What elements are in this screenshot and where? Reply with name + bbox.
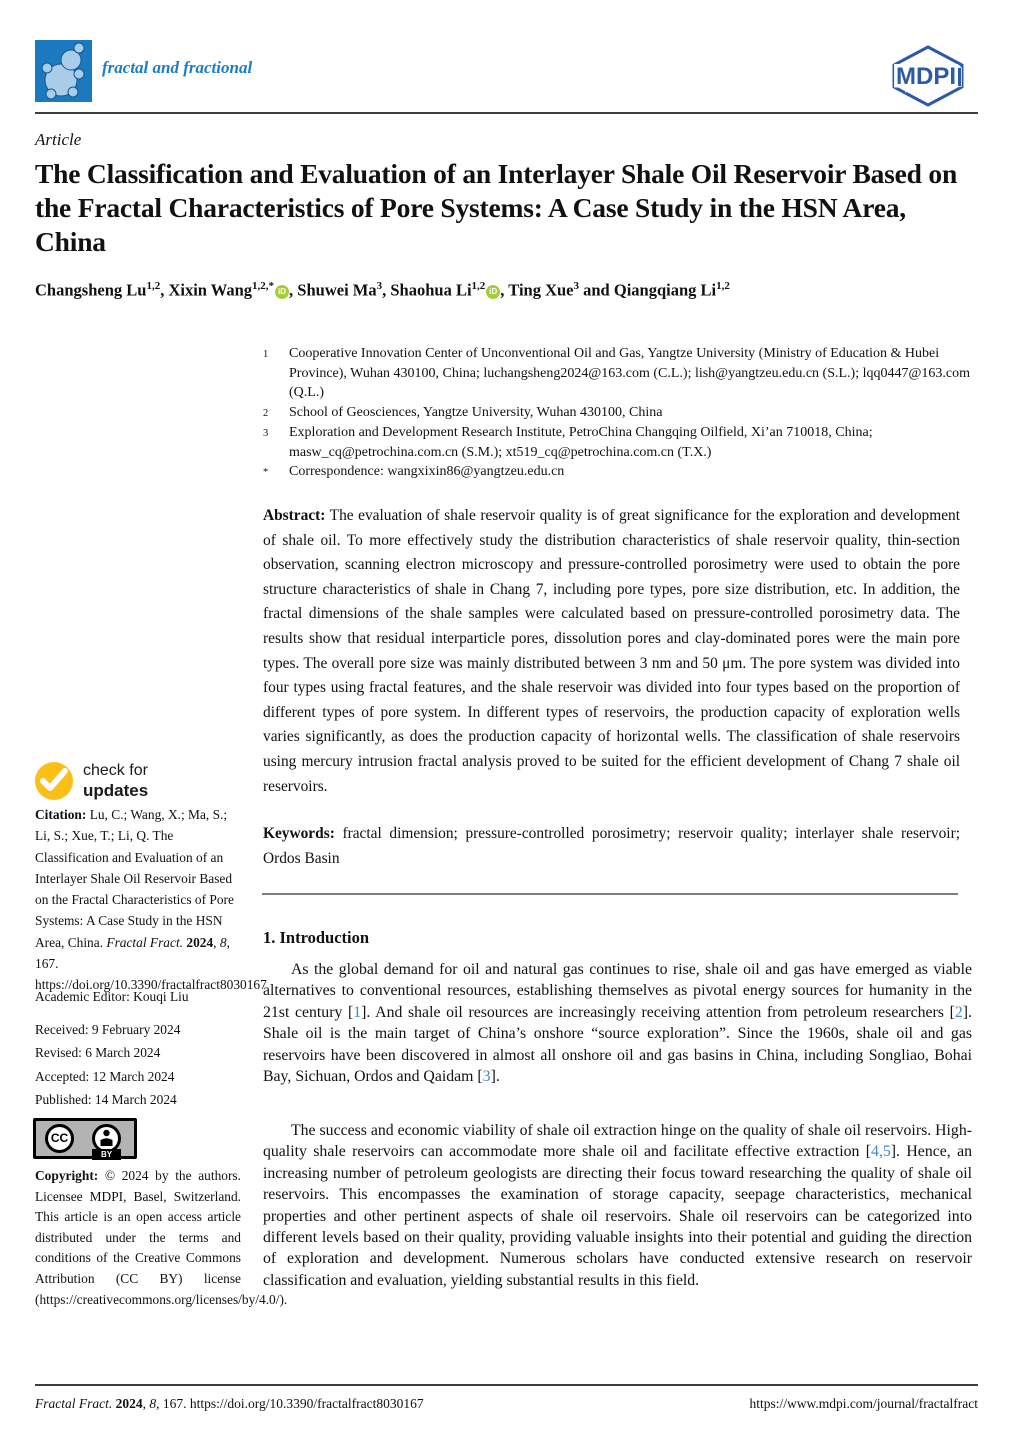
citation-separator: , — [213, 934, 220, 950]
abstract-text: The evaluation of shale reservoir quality is of great significance for the exploration and development of shale oil. To more effectively study the distribution characteristics of shale reservoir quality, thin-section observation, scanning electron microscopy and pressure-controlled porosimetry were used to obtain the pore structure characteristics of shale in Chang 7, including pore types, pore size distribution, etc. In addition, the fractal dimensions of the shale samples were calculated based on pressure-controlled porosimetry data. The results show that residual interparticle pores, dissolution pores and clay-dominated pores were the main pore types. The overall pore size was mainly distributed between 3 nm and 50 μm. The pore system was divided into four types using fractal features, and the shale reservoir was divided into four types based on the proportion of different types of pore system. In different types of reservoirs, the production capacity of exploration wells varies significantly, as does the production capacity of horizontal wells. The classification of shale reservoirs using mercury intrusion fractal analysis proved to be suited for the efficient development of Chang 7 shale oil reservoirs. — [263, 507, 960, 795]
author: Xixin Wang — [168, 280, 253, 300]
cc-by-license-badge[interactable] — [33, 1118, 137, 1159]
copyright-label: Copyright: — [35, 1168, 105, 1183]
paragraph-text: The success and economic viability of shale oil extraction hinge on the quality of shale oil reservoirs. High-quality shale reservoirs can accommodate more shale oil and facilitate effective extraction [ — [263, 1122, 972, 1161]
article-dates — [35, 1018, 241, 1111]
author-affil-sup: 1,2 — [716, 280, 730, 292]
citation-block — [35, 804, 267, 996]
abstract-label: Abstract: — [263, 507, 326, 524]
affiliation-text: Exploration and Development Research Institute, PetroChina Changqing Oilfield, Xi’an 710018, China; masw_cq@petrochina.com.cn (S.M.); xt519_cq@petrochina.com.cn (T.X.) — [289, 425, 873, 460]
check-icon — [35, 762, 73, 800]
keywords-text: fractal dimension; pressure-controlled porosimetry; reservoir quality; interlayer shale reservoir; Ordos Basin — [263, 825, 960, 867]
correspondence-row — [263, 462, 973, 483]
footer-year: 2024 — [115, 1396, 143, 1411]
citation-doi[interactable]: , 167. https://doi.org/10.3390/fractalfract8030167 — [35, 934, 267, 993]
author-affil-sup: 1,2 — [471, 280, 486, 292]
paper-title: The Classification and Evaluation of an Interlayer Shale Oil Reservoir Based on the Fractal Characteristics of Pore Systems: A Case Study in the HSN Area, China — [35, 158, 958, 257]
mdpi-logo[interactable] — [886, 44, 970, 108]
author-separator: , — [289, 280, 298, 300]
author-affil-sup: 3 — [376, 280, 383, 292]
fractal-logo-icon — [35, 40, 92, 102]
citation-ref-3[interactable]: 3 — [482, 1068, 491, 1086]
check-label-line1: check for — [83, 762, 148, 779]
citation-journal: Fractal Fract. — [106, 934, 187, 950]
footer-doi-link[interactable]: , 167. https://doi.org/10.3390/fractalfract8030167 — [156, 1396, 424, 1411]
paragraph-text: As the global demand for oil and natural gas continues to rise, shale oil and gas have emerged as viable alternatives to conventional resources, establishing themselves as pivotal energy sources for humanity in the 21st century [ — [263, 961, 972, 1021]
author: Shuwei Ma — [297, 280, 377, 300]
intro-paragraph-1 — [263, 959, 972, 1087]
author-separator: , — [382, 280, 391, 300]
author-affil-sup: 3 — [573, 280, 579, 292]
academic-editor: Academic Editor: Kouqi Liu — [35, 989, 189, 1004]
footer-citation — [35, 1396, 424, 1412]
affiliation-row — [263, 423, 973, 462]
keywords-label: Keywords: — [263, 825, 335, 842]
mdpi-logo-text: MDPI — [896, 63, 956, 90]
correspondence-text[interactable]: Correspondence: wangxixin86@yangtzeu.edu.cn — [289, 464, 565, 479]
cc-icon: CC — [45, 1124, 74, 1153]
affiliation-marker: 3 — [263, 428, 269, 439]
author-affil-sup: 1,2 — [146, 280, 161, 292]
revised-date: Revised: 6 March 2024 — [35, 1045, 161, 1061]
footer-journal-url[interactable]: https://www.mdpi.com/journal/fractalfract — [749, 1396, 978, 1411]
footer-volume: 8 — [149, 1396, 157, 1411]
author-separator: and — [579, 280, 614, 300]
affiliation-row — [263, 403, 973, 424]
citation-ref-2[interactable]: 2 — [954, 1003, 963, 1021]
journal-name: fractal and fractional — [102, 58, 253, 77]
author: Changsheng Lu — [35, 280, 147, 300]
citation-volume: 8 — [219, 934, 227, 950]
citation-year: 2024 — [186, 934, 214, 950]
authors-line — [35, 280, 965, 301]
intro-heading: 1. Introduction — [263, 928, 370, 947]
author: Ting Xue — [508, 280, 574, 300]
orcid-icon[interactable]: iD — [486, 285, 500, 299]
published-date: Published: 14 March 2024 — [35, 1091, 177, 1107]
author: Shaohua Li — [390, 280, 472, 300]
correspondence-marker: * — [263, 467, 269, 478]
citation-text: Lu, C.; Wang, X.; Ma, S.; Li, S.; Xue, T.; Li, Q. The Classification and Evaluation of an Interlayer Shale Oil Reservoir Based on the Fractal Characteristics of Pore Systems: A Case Study in the HSN Area, China. — [35, 807, 234, 950]
author-separator: , — [500, 280, 509, 300]
paragraph-text: ]. Hence, an increasing number of petroleum geologists are directing their focus toward researching the quality of shale oil reservoirs. This encompasses the examination of storage capacity, seepage characteristics, mechanical properties and other pertinent aspects of shale oil reservoirs. Shale oil reservoirs can be categorized into different levels based on their quality, providing valuable insights into their potential and guiding the direction of exploration and development. Numerous scholars have conducted extensive research on reservoir classification and evaluation, yielding substantial results in this field. — [263, 1143, 972, 1289]
footer — [35, 1396, 978, 1412]
copyright-block — [35, 1166, 288, 1310]
affiliations-block — [263, 344, 973, 483]
citation-label: Citation: — [35, 807, 90, 822]
article-type-label: Article — [35, 130, 82, 149]
abstract — [263, 504, 960, 799]
header-divider — [35, 112, 978, 114]
citation-ref-4-5[interactable]: 4,5 — [871, 1143, 891, 1161]
affiliation-marker: 2 — [263, 407, 269, 419]
cc-by-label: BY — [92, 1149, 121, 1160]
paragraph-text: ]. And shale oil resources are increasingly receiving attention from petroleum researchers [ — [361, 1003, 955, 1021]
affiliation-row — [263, 344, 973, 403]
check-label-line2: updates — [83, 781, 149, 800]
check-for-updates-label — [83, 761, 148, 801]
keywords — [263, 822, 960, 871]
intro-paragraph-2 — [263, 1120, 972, 1291]
affiliation-text: Cooperative Innovation Center of Unconventional Oil and Gas, Yangtze University (Ministry of Education & Hubei Province), Wuhan 430100, China; luchangsheng2024@163.com (C.L.); lish@yangtzeu.edu.cn (S.L.); lqq0447@163.com (Q.L.) — [289, 346, 970, 400]
section-divider — [262, 893, 958, 895]
affiliation-marker: 1 — [263, 349, 269, 360]
received-date: Received: 9 February 2024 — [35, 1022, 181, 1037]
footer-separator: , — [142, 1396, 150, 1411]
copyright-text: © 2024 by the authors. Licensee MDPI, Basel, Switzerland. This article is an open access article distributed under the terms and conditions of the Creative Commons Attribution (CC BY) license (https://creativecommons.org/licenses/by/4.0/). — [35, 1168, 288, 1307]
author-separator: , — [160, 280, 169, 300]
author: Qiangqiang Li — [613, 280, 717, 300]
paragraph-text: ]. Shale oil is the main target of China’s onshore “source exploration”. Since the 1960s, shale oil and gas reservoirs have been discovered in almost all onshore oil and gas basins in China, including Songliao, Bohai Bay, Sichuan, Ordos and Qaidam [ — [263, 1003, 972, 1086]
citation-ref-1[interactable]: 1 — [353, 1003, 362, 1021]
footer-divider — [35, 1384, 978, 1386]
author-affil-sup: 1,2,* — [252, 280, 275, 292]
journal-logo[interactable] — [35, 40, 92, 102]
accepted-date: Accepted: 12 March 2024 — [35, 1068, 175, 1084]
footer-journal-name: Fractal Fract. — [35, 1396, 116, 1411]
orcid-icon[interactable]: iD — [275, 285, 289, 299]
check-for-updates-button[interactable] — [35, 760, 225, 802]
affiliation-text: School of Geosciences, Yangtze University, Wuhan 430100, China — [289, 404, 663, 420]
paragraph-text: ]. — [490, 1068, 500, 1086]
